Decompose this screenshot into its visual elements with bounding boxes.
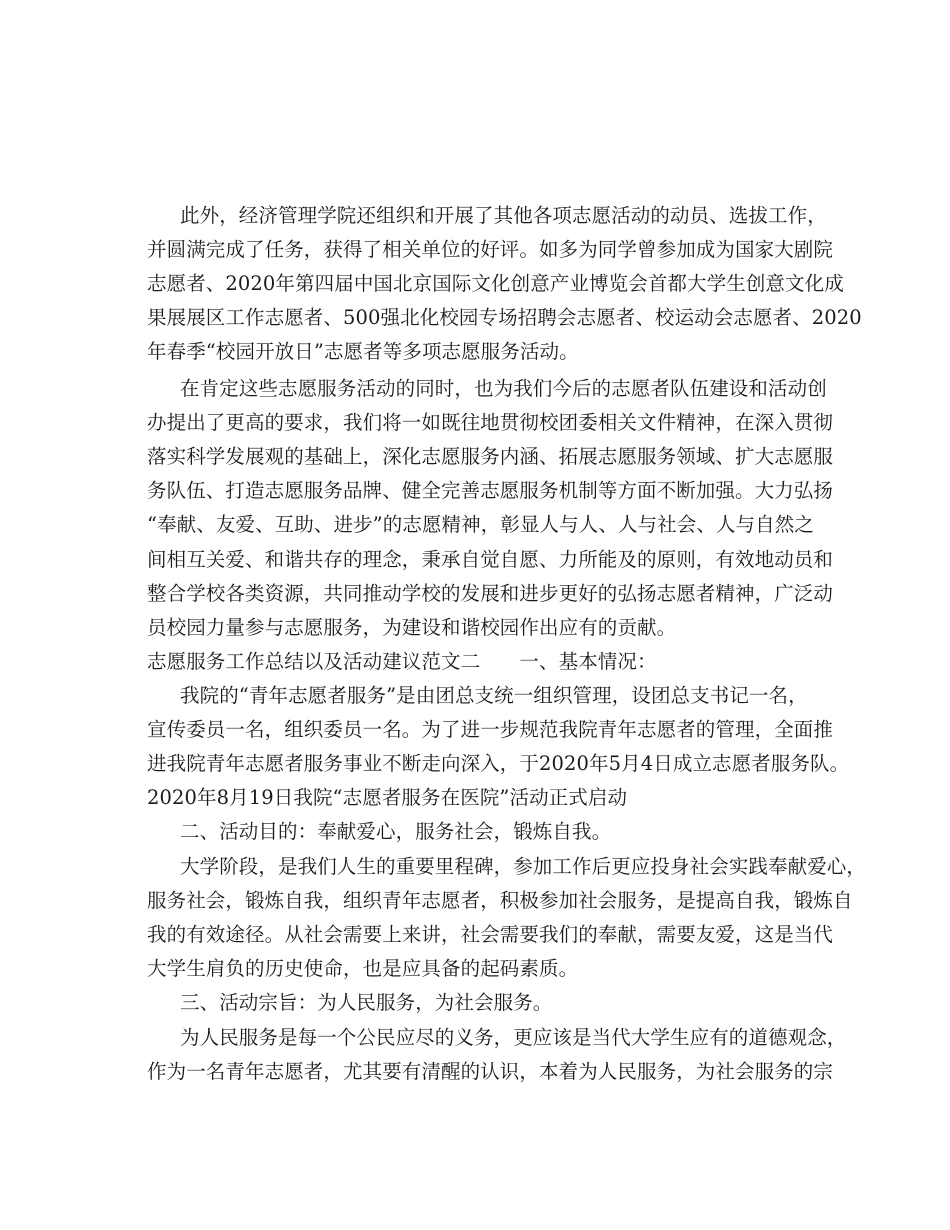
text-line: “奉献、友爱、互助、进步”的志愿精神，彰显人与人、人与社会、人与自然之 (147, 513, 814, 536)
subheading: 三、活动宗旨：为人民服务，为社会服务。 (180, 991, 553, 1014)
text-line: 宣传委员一名，组织委员一名。为了进一步规范我院青年志愿者的管理，全面推 (147, 718, 834, 741)
text-line: 2020年8月19日我院“志愿者服务在医院”活动正式启动 (147, 786, 628, 809)
text-line: 务队伍、打造志愿服务品牌、健全完善志愿服务机制等方面不断加强。大力弘扬 (147, 479, 834, 502)
text-line: 员校园力量参与志愿服务，为建设和谐校园作出应有的贡献。 (147, 616, 677, 639)
text-line: 整合学校各类资源，共同推动学校的发展和进步更好的弘扬志愿者精神，广泛动 (147, 582, 834, 605)
text-line: 办提出了更高的要求，我们将一如既往地贯彻校团委相关文件精神，在深入贯彻 (147, 411, 834, 434)
text-line: 果展展区工作志愿者、500强北化校园专场招聘会志愿者、校运动会志愿者、2020 (147, 306, 862, 329)
text-line: 间相互关爱、和谐共存的理念，秉承自觉自愿、力所能及的原则，有效地动员和 (147, 548, 834, 571)
text-line: 我的有效途径。从社会需要上来讲，社会需要我们的奉献，需要友爱，这是当代 (147, 923, 834, 946)
text-line: 作为一名青年志愿者，尤其要有清醒的认识，本着为人民服务，为社会服务的宗 (147, 1060, 834, 1083)
section-heading: 志愿服务工作总结以及活动建议范文二 一、基本情况： (147, 650, 657, 673)
text-line: 志愿者、2020年第四届中国北京国际文化创意产业博览会首都大学生创意文化成 (147, 272, 844, 295)
text-line: 服务社会，锻炼自我，组织青年志愿者，积极参加社会服务，是提高自我，锻炼自 (147, 889, 853, 912)
text-line: 在肯定这些志愿服务活动的同时，也为我们今后的志愿者队伍建设和活动创 (180, 377, 827, 400)
subheading: 二、活动目的：奉献爱心，服务社会，锻炼自我。 (180, 820, 612, 843)
text-line: 我院的“青年志愿者服务”是由团总支统一组织管理，设团总支书记一名， (180, 684, 808, 707)
text-line: 大学生肩负的历史使命，也是应具备的起码素质。 (147, 957, 579, 980)
text-line: 进我院青年志愿者服务事业不断走向深入，于2020年5月4日成立志愿者服务队。 (147, 752, 850, 775)
text-line: 大学阶段，是我们人生的重要里程碑，参加工作后更应投身社会实践奉献爱心， (180, 855, 867, 878)
text-line: 此外，经济管理学院还组织和开展了其他各项志愿活动的动员、选拔工作， (180, 204, 827, 227)
text-line: 年春季“校园开放日”志愿者等多项志愿服务活动。 (147, 340, 579, 363)
text-line: 为人民服务是每一个公民应尽的义务，更应该是当代大学生应有的道德观念， (180, 1026, 847, 1049)
text-line: 并圆满完成了任务，获得了相关单位的好评。如多为同学曾参加成为国家大剧院 (147, 238, 834, 261)
text-line: 落实科学发展观的基础上，深化志愿服务内涵、拓展志愿服务领域、扩大志愿服 (147, 445, 834, 468)
